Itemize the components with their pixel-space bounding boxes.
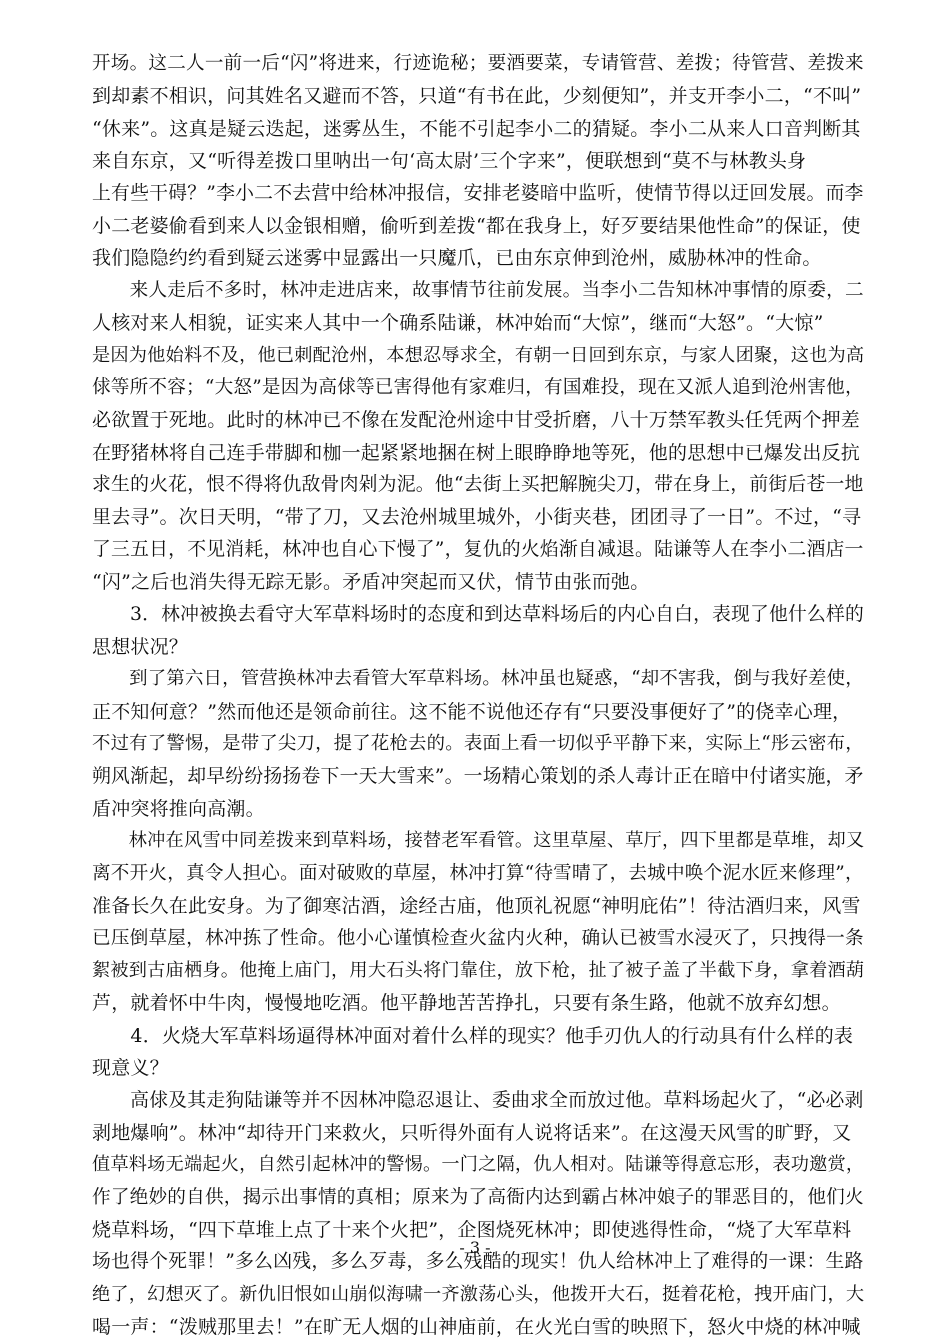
text-line: 人核对来人相貌，证实来人其中一个确系陆谦，林冲始而“大惊”，继而“大怒”。“大惊”: [92, 312, 824, 335]
text-line: 烧草料场，“四下草堆上点了十来个火把”，企图烧死林冲；即使逃得性命，“烧了大军草料: [92, 1219, 852, 1242]
text-line: 3．林冲被换去看守大军草料场时的态度和到达草料场后的内心自白，表现了他什么样的: [92, 603, 864, 625]
text-line: 离不开火，真令人担心。面对破败的草屋，林冲打算“待雪晴了，去城中唤个泥水匠来修理”，: [92, 862, 864, 884]
text-line: 绝了，幻想灭了。新仇旧恨如山崩似海啸一齐激荡心头，他拨开大石，挺着花枪，拽开庙门，大: [92, 1283, 864, 1305]
text-line: 不过有了警惕，是带了尖刀，提了花枪去的。表面上看一切似乎平静下来，实际上“彤云密布，: [92, 733, 864, 755]
text-line: 上有些干碍？”李小二不去营中给林冲报信，安排老婆暗中监听，使情节得以迂回发展。而李: [92, 182, 864, 204]
document-body: [92, 48, 864, 1344]
text-line: 4．火烧大军草料场逼得林冲面对着什么样的现实？他手刃仇人的行动具有什么样的表: [92, 1024, 854, 1047]
text-line: 值草料场无端起火，自然引起林冲的警惕。一门之隔，仇人相对。陆谦等得意忘形，表功邀赏，: [92, 1154, 864, 1176]
text-line: 现意义？: [92, 1057, 169, 1080]
text-line: 朔风渐起，却早纷纷扬扬卷下一天大雪来”。一场精心策划的杀人毒计正在暗中付诸实施，矛: [92, 765, 864, 787]
text-line: 喝一声：“泼贼那里去！”在旷无人烟的山神庙前，在火光白雪的映照下，怒火中烧的林冲喊: [92, 1316, 861, 1339]
page-number: - 3 -: [459, 1238, 491, 1257]
text-line: 小二老婆偷看到来人以金银相赠，偷听到差拨“都在我身上，好歹要结果他性命”的保证，使: [92, 214, 861, 237]
text-line: 芦，就着怀中牛肉，慢慢地吃酒。他平静地苦苦挣扎，只要有条生路，他就不放弃幻想。: [92, 992, 841, 1015]
text-line: 求生的火花，恨不得将仇敌骨肉剁为泥。他“去街上买把解腕尖刀，带在身上，前街后苍一地: [92, 474, 864, 496]
text-line: 絮被到古庙栖身。他掩上庙门，用大石头将门靠住，放下枪，扯了被子盖了半截下身，拿着酒葫: [92, 959, 864, 981]
text-line: 正不知何意？”然而他还是领命前往。这不能不说他还存有“只要没事便好了”的侥幸心理，: [92, 700, 852, 723]
text-line: 盾冲突将推向高潮。: [92, 797, 265, 820]
text-line: 到了第六日，管营换林冲去看管大军草料场。林冲虽也疑惑，“却不害我，倒与我好差使，: [92, 668, 864, 690]
text-line: 准备长久在此安身。为了御寒沽酒，途经古庙，他顶礼祝愿“神明庇佑”！待沽酒归来，风雪: [92, 895, 861, 918]
text-line: 到却素不相识，问其姓名又避而不答，只道“有书在此，少刻便知”，并支开李小二，“不叫”: [92, 85, 862, 108]
text-line: 必欲置于死地。此时的林冲已不像在发配沧州途中甘受折磨，八十万禁军教头任凭两个押差: [92, 409, 861, 432]
text-line: 作了绝妙的自供，揭示出事情的真相；原来为了高衙内达到霸占林冲娘子的罪恶目的，他们火: [92, 1186, 864, 1208]
text-line: “闪”之后也消失得无踪无影。矛盾冲突起而又伏，情节由张而弛。: [92, 571, 650, 594]
text-line: 了三五日，不见消耗，林冲也自心下慢了”，复仇的火焰渐自减退。陆谦等人在李小二酒店一: [92, 538, 864, 560]
text-line: “休来”。这真是疑云迭起，迷雾丛生，不能不引起李小二的猜疑。李小二从来人口音判断其: [92, 117, 861, 140]
text-line: 开场。这二人一前一后“闪”将进来，行迹诡秘；要酒要菜，专请管营、差拨；待管营、差拨来: [92, 53, 864, 74]
text-line: 在野猪林将自己连手带脚和枷一起紧紧地捆在树上眼睁睁地等死，他的思想中已爆发出反抗: [92, 441, 861, 464]
text-line: 高俅及其走狗陆谦等并不因林冲隐忍退让、委曲求全而放过他。草料场起火了，“必必剥: [92, 1089, 864, 1111]
text-line: 我们隐隐约约看到疑云迷雾中显露出一只魔爪，已由东京伸到沧州，威胁林冲的性命。: [92, 247, 822, 270]
text-line: 已压倒草屋，林冲拣了性命。他小心谨慎检查火盆内火种，确认已被雪水浸灭了，只拽得一条: [92, 927, 864, 949]
text-line: 林冲在风雪中同差拨来到草料场，接替老军看管。这里草屋、草厅，四下里都是草堆，却又: [92, 830, 864, 852]
text-line: 来自东京，又“听得差拨口里呐出一句‘高太尉’三个字来”，便联想到“莫不与林教头身: [92, 150, 807, 173]
text-line: 里去寻”。次日天明，“带了刀，又去沧州城里城外，小街夹巷，团团寻了一日”。不过，“寻: [92, 506, 862, 529]
text-line: 剥地爆响”。林冲“却待开门来救火，只听得外面有人说将话来”。在这漫天风雪的旷野，又: [92, 1121, 852, 1144]
text-line: 是因为他始料不及，他已刺配沧州，本想忍辱求全，有朝一日回到东京，与家人团聚，这也为高: [92, 344, 864, 366]
text-line: 来人走后不多时，林冲走进店来，故事情节往前发展。当李小二告知林冲事情的原委，二: [92, 279, 864, 301]
text-line: 思想状况？: [92, 636, 189, 659]
text-line: 俅等所不容；“大怒”是因为高俅等已害得他有家难归，有国难投，现在又派人追到沧州害他，: [92, 376, 864, 398]
text-line: 场也得个死罪！”多么凶残，多么歹毒，多么残酷的现实！仇人给林冲上了难得的一课：生路: [92, 1251, 864, 1273]
